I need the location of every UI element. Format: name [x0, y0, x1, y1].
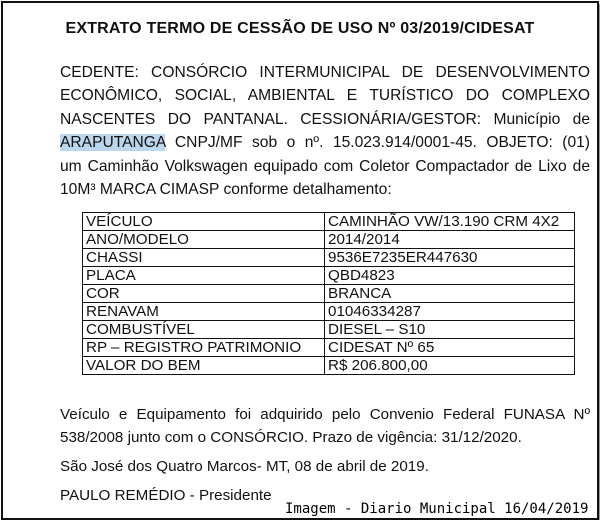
spec-label: ANO/MODELO [83, 231, 325, 249]
spec-label: VEÍCULO [83, 213, 325, 231]
spec-label: COMBUSTÍVEL [83, 321, 325, 339]
acquisition-line-2: 538/2008 junto com o CONSÓRCIO. Prazo de vigência: 31/12/2020. [60, 429, 522, 446]
spec-value: R$ 206.800,00 [325, 357, 575, 375]
intro-line-4-rest: CNPJ/MF sob o nº. 15.023.914/0001-45. OBJETO: (01) [165, 134, 590, 152]
spec-value: DIESEL – S10 [325, 321, 575, 339]
document-title: EXTRATO TERMO DE CESSÃO DE USO Nº 03/2019/CIDESAT [65, 20, 535, 37]
table-row [83, 267, 575, 285]
spec-value: 2014/2014 [325, 231, 575, 249]
intro-line-3: NASCENTES DO PANTANAL. CESSIONÁRIA/GESTOR: Município de [60, 110, 590, 128]
table-row [83, 321, 575, 339]
table-row [83, 303, 575, 321]
acquisition-paragraph [60, 403, 590, 449]
spec-label: PLACA [83, 267, 325, 285]
table-row [83, 339, 575, 357]
spec-value: 01046334287 [325, 303, 575, 321]
spec-value: CIDESAT Nº 65 [325, 339, 575, 357]
spec-label: CHASSI [83, 249, 325, 267]
highlighted-municipality[interactable]: ARAPUTANGA [60, 134, 166, 152]
intro-line-6: 10M³ MARCA CIMASP conforme detalhamento: [60, 181, 392, 199]
vehicle-spec-table [82, 212, 575, 375]
intro-line-1: CEDENTE: CONSÓRCIO INTERMUNICIPAL DE DESENVOLVIMENTO [60, 64, 590, 81]
place-date: São José dos Quatro Marcos- MT, 08 de abril de 2019. [60, 458, 429, 475]
spec-label: VALOR DO BEM [83, 357, 325, 375]
table-row [83, 249, 575, 267]
table-row [83, 213, 575, 231]
intro-line-2: ECONÔMICO, SOCIAL, AMBIENTAL E TURÍSTICO DO COMPLEXO [60, 87, 590, 105]
intro-line-4 [60, 131, 590, 154]
intro-paragraph [60, 61, 590, 201]
table-row [83, 231, 575, 249]
intro-line-5: um Caminhão Volkswagen equipado com Coletor Compactador de Lixo de [60, 157, 590, 175]
spec-value: BRANCA [325, 285, 575, 303]
table-row [83, 357, 575, 375]
table-row [83, 285, 575, 303]
spec-value: QBD4823 [325, 267, 575, 285]
signature: PAULO REMÉDIO - Presidente [60, 487, 272, 504]
image-credit: Imagem - Diario Municipal 16/04/2019 [282, 501, 591, 517]
acquisition-line-1: Veículo e Equipamento foi adquirido pelo Convenio Federal FUNASA Nº [60, 406, 590, 423]
spec-value: CAMINHÃO VW/13.190 CRM 4X2 [325, 213, 575, 231]
document-frame [1, 1, 599, 520]
spec-label: RENAVAM [83, 303, 325, 321]
spec-label: RP – REGISTRO PATRIMONIO [83, 339, 325, 357]
spec-label: COR [83, 285, 325, 303]
spec-value: 9536E7235ER447630 [325, 249, 575, 267]
